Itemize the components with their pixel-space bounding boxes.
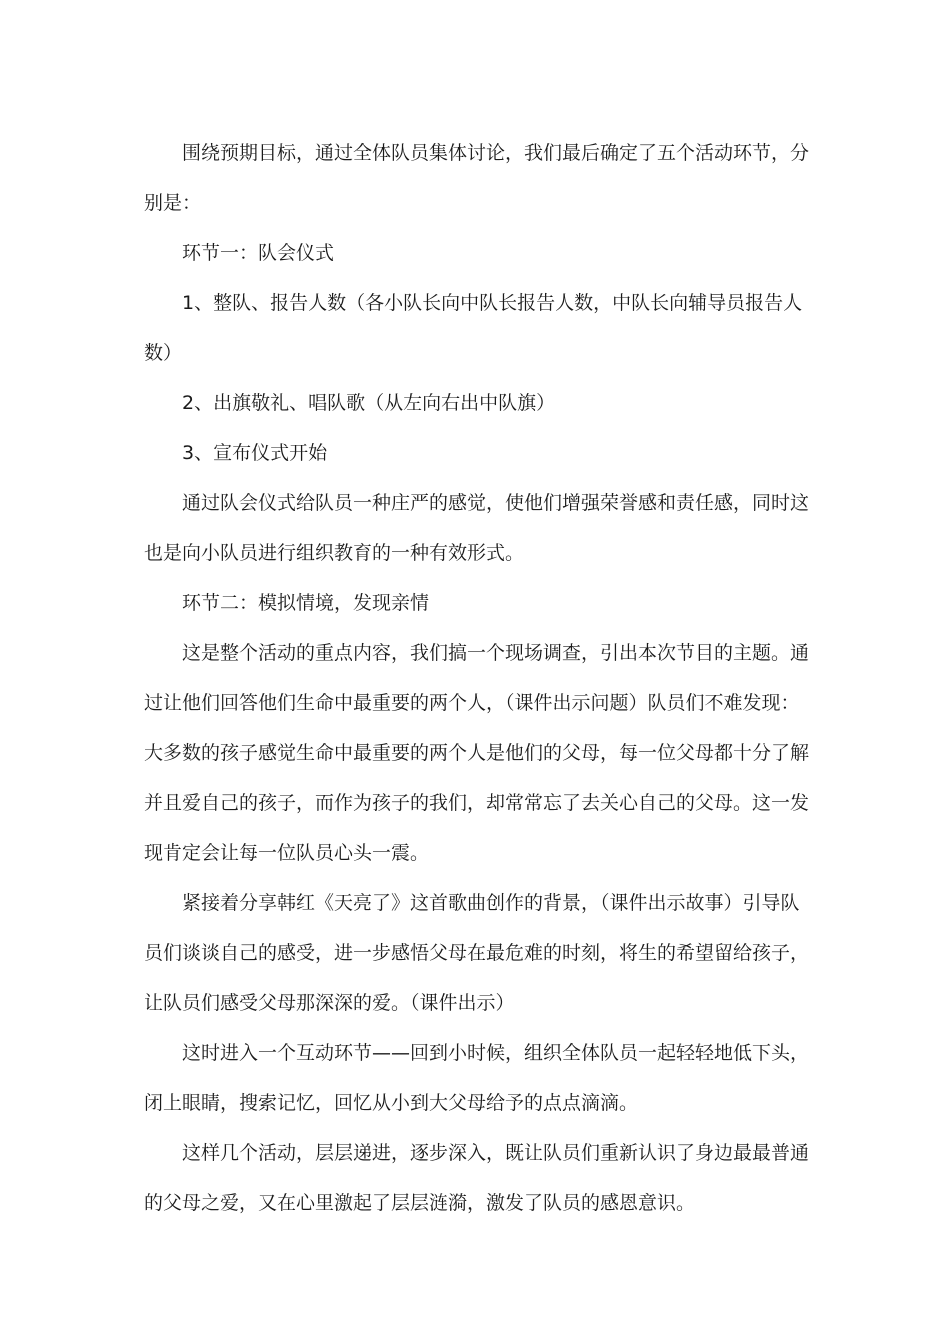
paragraph-interaction: 这时进入一个互动环节——回到小时候，组织全体队员一起轻轻地低下头，闭上眼睛，搜索记忆，回忆从小到大父母给予的点点滴滴。 [144, 1042, 810, 1114]
list-item-3: 3、宣布仪式开始 [182, 442, 328, 464]
list-item-1: 1、整队、报告人数（各小队长向中队长报告人数，中队长向辅导员报告人数） [144, 292, 803, 364]
paragraph-survey: 这是整个活动的重点内容，我们搞一个现场调查，引出本次节目的主题。通过让他们回答他们生命中最重要的两个人，（课件出示问题）队员们不难发现：大多数的孩子感觉生命中最重要的两个人是他们的父母，每一位父母都十分了解并且爱自己的孩子，而作为孩子的我们，却常常忘了去关心自己的父母。这一发现肯定会让每一位队员心头一震。 [144, 642, 810, 864]
document-body [144, 128, 816, 1228]
paragraph-intro: 围绕预期目标，通过全体队员集体讨论，我们最后确定了五个活动环节，分别是： [144, 142, 810, 214]
paragraph-ceremony: 通过队会仪式给队员一种庄严的感觉，使他们增强荣誉感和责任感，同时这也是向小队员进行组织教育的一种有效形式。 [144, 492, 810, 564]
section-heading-1: 环节一：队会仪式 [182, 242, 335, 264]
paragraph-summary: 这样几个活动，层层递进，逐步深入，既让队员们重新认识了身边最最普通的父母之爱，又在心里激起了层层涟漪，激发了队员的感恩意识。 [144, 1142, 810, 1214]
list-item-2: 2、出旗敬礼、唱队歌（从左向右出中队旗） [182, 392, 556, 414]
section-heading-2: 环节二：模拟情境，发现亲情 [182, 592, 430, 614]
paragraph-song: 紧接着分享韩红《天亮了》这首歌曲创作的背景，（课件出示故事）引导队员们谈谈自己的感受，进一步感悟父母在最危难的时刻，将生的希望留给孩子，让队员们感受父母那深深的爱。（课件出示） [144, 892, 810, 1014]
